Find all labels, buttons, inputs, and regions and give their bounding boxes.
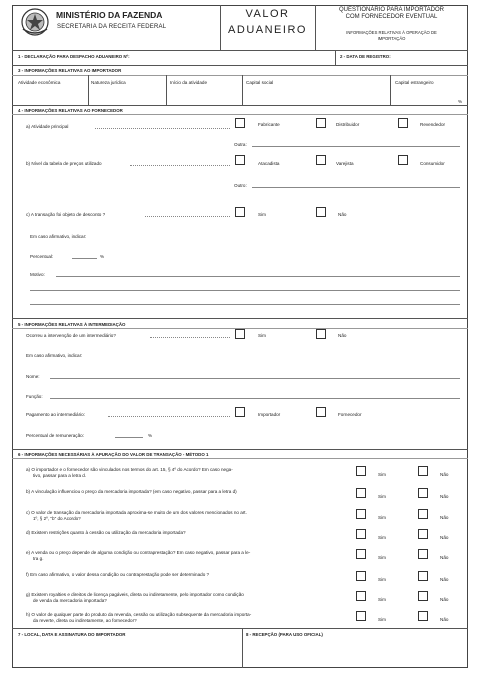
- section-4-title: 4 - INFORMAÇÕES RELATIVAS AO FORNECEDOR: [18, 108, 123, 113]
- secretariat-name: SECRETARIA DA RECEITA FEDERAL: [57, 24, 167, 30]
- pagamento-fornecedor-checkbox[interactable]: [316, 407, 326, 417]
- question-4-nao-checkbox[interactable]: [418, 549, 428, 559]
- consumidor-label: Consumidor: [420, 161, 445, 166]
- question-3-nao-checkbox[interactable]: [418, 529, 428, 539]
- question-6-nao-label: Não: [440, 597, 449, 602]
- question-2-line1: c) O valor de transação da mercadoria importada aproxima-se muito de um dos valores mencionados no art.: [26, 510, 247, 515]
- question-0-sim-checkbox[interactable]: [356, 466, 366, 476]
- desconto-sim-checkbox[interactable]: [235, 207, 245, 217]
- motivo-label: Motivo:: [30, 272, 45, 277]
- question-0-line2: tivo, passar para a letra d.: [33, 473, 87, 478]
- distribuidor-checkbox[interactable]: [316, 118, 326, 128]
- question-4-line1: e) A venda ou o preço depende de alguma condição ou contraprestação? Em caso negativo, passar para a le-: [26, 550, 251, 555]
- question-0-nao-checkbox[interactable]: [418, 466, 428, 476]
- question-5-line1: f) Em caso afirmativo, o valor dessa condição ou contraprestação pode ser determinado ?: [26, 572, 210, 577]
- question-0-sim-label: Sim: [378, 472, 386, 477]
- question-7-line2: da reverte, direta ou indiretamente, ao fornecedor?: [33, 618, 137, 623]
- info-title-1: INFORMAÇÕES RELATIVAS À OPERAÇÃO DE: [346, 30, 437, 35]
- question-7-line1: h) O valor de qualquer parte do produto da revenda, cessão ou utilização subsequente da mercadoria importa-: [26, 612, 252, 617]
- caso-afirmativo-label: Em caso afirmativo, indicar:: [30, 234, 87, 239]
- form-title-line2: ADUANEIRO: [228, 24, 307, 36]
- question-4-sim-label: Sim: [378, 555, 386, 560]
- fabricante-checkbox[interactable]: [235, 118, 245, 128]
- col-natureza: Natureza jurídica: [91, 80, 126, 85]
- atividade-principal-label: a) Atividade principal: [26, 124, 69, 129]
- question-3-nao-label: Não: [440, 535, 449, 540]
- question-4-line2: tra g.: [33, 556, 44, 561]
- questionnaire-title-1: QUESTIONÁRIO PARA IMPORTADOR: [338, 7, 444, 13]
- varejista-label: Varejista: [336, 161, 354, 166]
- atacadista-checkbox[interactable]: [235, 155, 245, 165]
- section-8-label: 8 - RECEPÇÃO (PARA USO OFICIAL): [246, 632, 323, 637]
- col-capital-estrangeiro: Capital estrangeiro: [395, 80, 434, 85]
- pagamento-label: Pagamento ao intermediário:: [26, 412, 85, 417]
- col-capital-social: Capital social: [246, 80, 274, 85]
- form-title-line1: VALOR: [245, 8, 290, 20]
- remuneracao-label: Percentual de remuneração:: [26, 433, 84, 438]
- percentual-pct: %: [100, 254, 105, 259]
- intermediario-nao-checkbox[interactable]: [316, 329, 326, 339]
- intermediario-nao-label: Não: [338, 333, 347, 338]
- varejista-checkbox[interactable]: [316, 155, 326, 165]
- coat-of-arms-icon: [20, 7, 50, 37]
- questionnaire-title-2: COM FORNECEDOR EVENTUAL: [345, 14, 438, 20]
- question-2-line2: 1º, § 2º, "b" do Acordo?: [33, 516, 81, 521]
- question-2-nao-checkbox[interactable]: [418, 509, 428, 519]
- question-1-sim-label: Sim: [378, 494, 386, 499]
- col-atividade: Atividade econômica: [18, 80, 61, 85]
- question-0-nao-label: Não: [440, 472, 449, 477]
- pct-symbol: %: [458, 99, 463, 104]
- info-title-2: IMPORTAÇÃO: [377, 36, 406, 41]
- question-4-sim-checkbox[interactable]: [356, 549, 366, 559]
- question-2-nao-label: Não: [440, 515, 449, 520]
- question-5-sim-label: Sim: [378, 577, 386, 582]
- question-1-line1: b) A vinculação influenciou o preço da mercadoria importada? (em caso negativo, passar para a letra d): [26, 489, 237, 494]
- question-6-sim-label: Sim: [378, 597, 386, 602]
- nome-label: Nome:: [26, 374, 40, 379]
- section-2-label: 2 - DATA DE REGISTRO:: [340, 54, 391, 59]
- outra-label: Outra:: [234, 142, 247, 147]
- question-1-sim-checkbox[interactable]: [356, 488, 366, 498]
- question-1-nao-checkbox[interactable]: [418, 488, 428, 498]
- atacadista-label: Atacadista: [258, 161, 280, 166]
- section-5-title: 5 - INFORMAÇÕES RELATIVAS À INTERMEDIAÇÃO: [18, 322, 126, 327]
- outro-label: Outro:: [234, 183, 247, 188]
- pagamento-importador-checkbox[interactable]: [235, 407, 245, 417]
- question-3-sim-label: Sim: [378, 535, 386, 540]
- fabricante-label: Fabricante: [258, 122, 280, 127]
- desconto-label: c) A transação foi objeto de desconto ?: [26, 212, 106, 217]
- question-6-line1: g) Existem royalties e direitos de licença pagáveis, direta ou indiretamente, pelo importador como condição: [26, 592, 244, 597]
- consumidor-checkbox[interactable]: [398, 155, 408, 165]
- desconto-nao-label: Não: [338, 212, 347, 217]
- question-2-sim-checkbox[interactable]: [356, 509, 366, 519]
- col-inicio: Início da atividade: [170, 80, 208, 85]
- question-5-nao-checkbox[interactable]: [418, 571, 428, 581]
- pagamento-importador-label: Importador: [258, 412, 281, 417]
- remuneracao-pct: %: [148, 433, 153, 438]
- percentual-label: Percentual:: [30, 254, 54, 259]
- desconto-sim-label: Sim: [258, 212, 266, 217]
- section-7-label: 7 - LOCAL, DATA E ASSINATURA DO IMPORTADOR: [18, 632, 126, 637]
- ministry-name: MINISTÉRIO DA FAZENDA: [56, 10, 163, 20]
- question-6-line2: de venda da mercadoria importada?: [33, 598, 107, 603]
- intermediario-sim-checkbox[interactable]: [235, 329, 245, 339]
- intermediario-question: Ocorreu a intervenção de um intermediário?: [26, 333, 116, 338]
- question-6-nao-checkbox[interactable]: [418, 591, 428, 601]
- nivel-tabela-label: b) Nível da tabela de preços utilizado: [26, 161, 102, 166]
- question-4-nao-label: Não: [440, 555, 449, 560]
- section-1-label: 1 - DECLARAÇÃO PARA DESPACHO ADUANEIRO Nº:: [18, 54, 130, 59]
- question-3-line1: d) Existem restrições quanto à cessão ou utilização da mercadoria importada?: [26, 530, 186, 535]
- question-1-nao-label: Não: [440, 494, 449, 499]
- revendedor-checkbox[interactable]: [398, 118, 408, 128]
- distribuidor-label: Distribuidor: [336, 122, 360, 127]
- desconto-nao-checkbox[interactable]: [316, 207, 326, 217]
- question-0-line1: a) O importador e o fornecedor são vinculados nos termos do art. 15, § 4º do Acordo? Em caso nega-: [26, 467, 233, 472]
- question-3-sim-checkbox[interactable]: [356, 529, 366, 539]
- question-7-sim-label: Sim: [378, 617, 386, 622]
- intermediario-sim-label: Sim: [258, 333, 266, 338]
- section-6-title: 6 - INFORMAÇÕES NECESSÁRIAS À APURAÇÃO DO VALOR DE TRANSAÇÃO - MÉTODO 1: [18, 452, 209, 457]
- caso-afirmativo-5-label: Em caso afirmativo, indicar:: [26, 353, 83, 358]
- question-7-nao-label: Não: [440, 617, 449, 622]
- pagamento-fornecedor-label: Fornecedor: [338, 412, 362, 417]
- question-5-nao-label: Não: [440, 577, 449, 582]
- question-7-sim-checkbox[interactable]: [356, 611, 366, 621]
- section-3-title: 3 - INFORMAÇÕES RELATIVAS AO IMPORTADOR: [18, 68, 122, 73]
- revendedor-label: Revendedor: [420, 122, 446, 127]
- question-6-sim-checkbox[interactable]: [356, 591, 366, 601]
- question-2-sim-label: Sim: [378, 515, 386, 520]
- funcao-label: Função:: [26, 394, 43, 399]
- question-5-sim-checkbox[interactable]: [356, 571, 366, 581]
- question-7-nao-checkbox[interactable]: [418, 611, 428, 621]
